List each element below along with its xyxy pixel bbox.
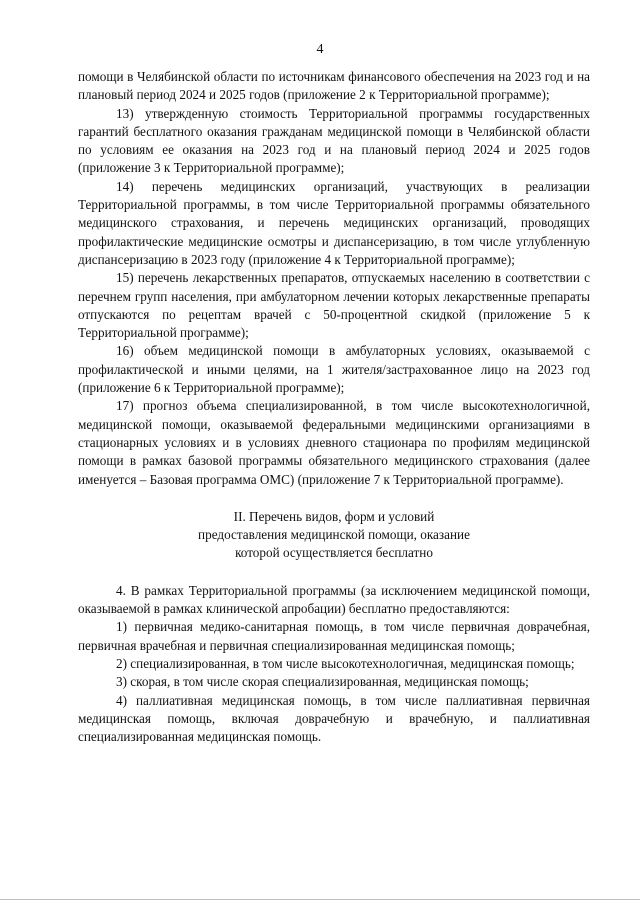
page-bottom-edge bbox=[0, 899, 640, 900]
list-item-13: 13) утвержденную стоимость Территориальной программы государственных гарантий бесплатного оказания гражданам медицинской помощи в Челябинской области по условиям ее оказания на 2023 год и на плановый период 2024 и 2025 годов (приложение 3 к Территориальной программе); bbox=[78, 105, 590, 176]
list-item-17: 17) прогноз объема специализированной, в том числе высокотехнологичной, медицинской помощи, оказываемой федеральными медицинскими организациями в стационарных условиях и в условиях дневного стационара по профилям медицинской помощи в рамках базовой программы обязательного медицинского страхования (далее именуется – Базовая программа ОМС) (приложение 7 к Территориальной программе). bbox=[78, 398, 590, 487]
list-item-14: 14) перечень медицинских организаций, участвующих в реализации Территориальной программы, в том числе Территориальной программы обязательного медицинского страхования, и перечень медицинских организаций, проводящих профилактические медицинские осмотры и диспансеризацию, в том числе углубленную диспансеризацию в 2023 году (приложение 4 к Территориальной программе); bbox=[78, 178, 590, 267]
list-item-15: 15) перечень лекарственных препаратов, отпускаемых населению в соответствии с перечнем групп населения, при амбулаторном лечении которых лекарственные препараты отпускаются по рецептам врачей с 50-процентной скидкой (приложение 5 к Территориальной программе); bbox=[78, 270, 590, 341]
paragraph-4: 4. В рамках Территориальной программы (за исключением медицинской помощи, оказываемой в рамках клинической апробации) бесплатно предоставляются: bbox=[78, 582, 590, 617]
care-type-1: 1) первичная медико-санитарная помощь, в том числе первичная доврачебная, первичная врачебная и первичная специализированная медицинская помощь; bbox=[78, 619, 590, 653]
section-heading bbox=[78, 508, 590, 563]
care-type-4: 4) паллиативная медицинская помощь, в том числе паллиативная первичная медицинская помощь, включая доврачебную и врачебную, и паллиативная специализированная медицинская помощь. bbox=[78, 692, 590, 745]
paragraph-continuation: помощи в Челябинской области по источникам финансового обеспечения на 2023 год и на плановый период 2024 и 2025 годов (приложение 2 к Территориальной программе); bbox=[78, 69, 590, 103]
list-item-16: 16) объем медицинской помощи в амбулаторных условиях, оказываемой с профилактической и иными целями, на 1 жителя/застрахованное лицо на 2023 год (приложение 6 к Территориальной программе); bbox=[78, 343, 590, 396]
care-type-2: 2) специализированная, в том числе высокотехнологичная, медицинская помощь; bbox=[116, 655, 575, 671]
page-number: 4 bbox=[316, 42, 324, 57]
section-heading-line-1: II. Перечень видов, форм и условий bbox=[233, 508, 435, 524]
care-type-3: 3) скорая, в том числе скорая специализированная, медицинская помощь; bbox=[116, 674, 529, 690]
document-body bbox=[78, 68, 590, 746]
section-heading-line-3: которой осуществляется бесплатно bbox=[235, 545, 433, 561]
section-heading-line-2: предоставления медицинской помощи, оказание bbox=[198, 527, 470, 543]
